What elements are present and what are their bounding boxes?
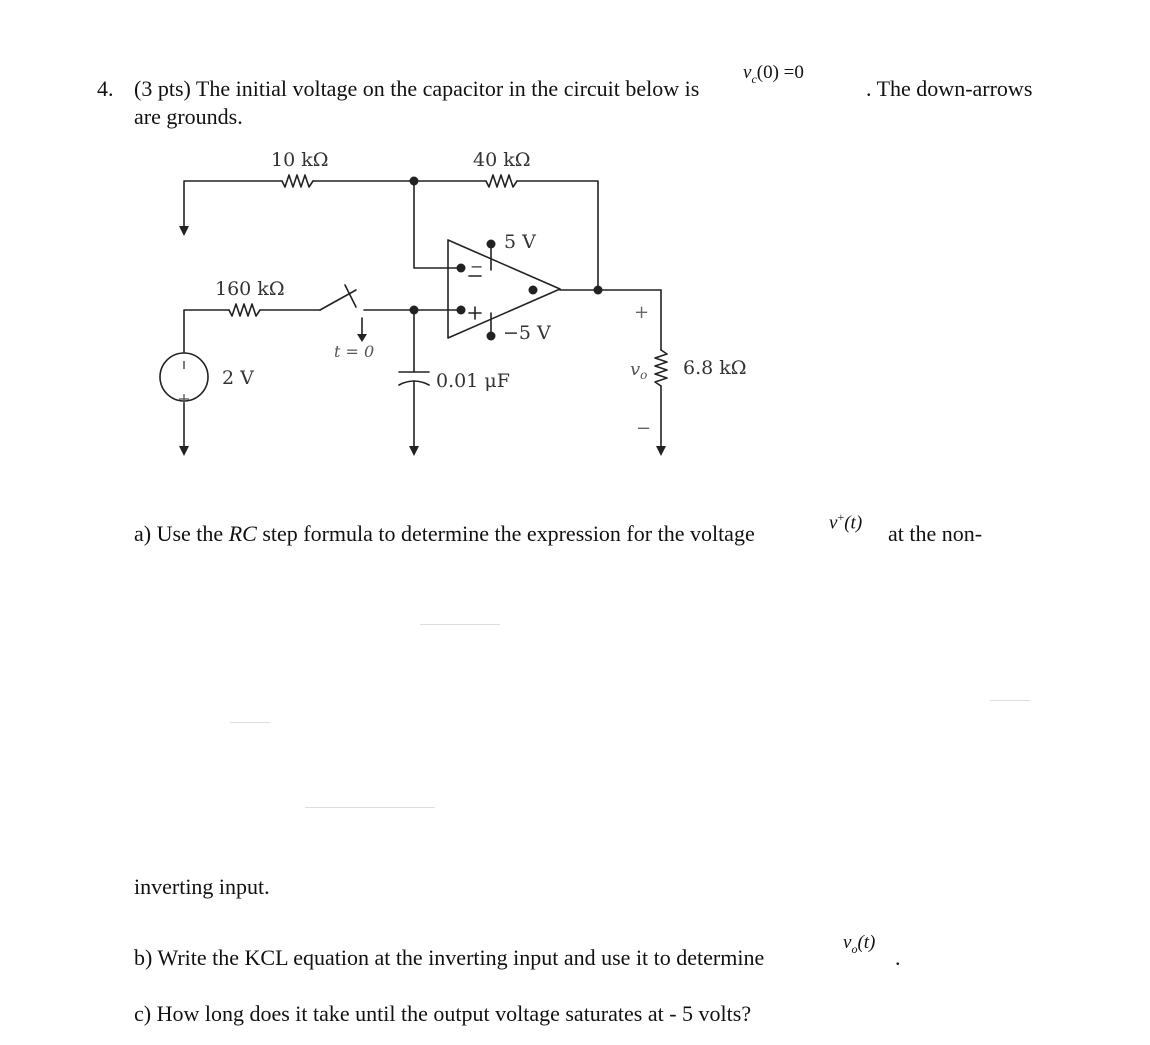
problem-number: 4. [97, 76, 114, 101]
label-vo-plus: + [634, 302, 650, 323]
vplus-argument: (t) [844, 512, 863, 534]
label-positive-supply: 5 V [504, 231, 536, 253]
label-negative-supply: −5 V [503, 322, 551, 344]
label-vo-subscript: o [640, 368, 648, 382]
vc0-symbol: v [743, 62, 752, 83]
label-vo-symbol: v [630, 359, 641, 380]
part-b-question: b) Write the KCL equation at the inverting input and use it to determine [134, 945, 765, 970]
label-10k-resistor: 10 kΩ [271, 149, 329, 171]
scan-artifact-line [990, 700, 1030, 701]
vc0-subscript: c [751, 71, 757, 86]
vo-expression [843, 932, 875, 957]
label-load-resistor: 6.8 kΩ [683, 357, 747, 379]
vo-subscript: o [851, 941, 858, 956]
part-a-rc: RC [228, 521, 257, 546]
label-vo [630, 359, 647, 382]
scan-artifact-line [305, 807, 435, 808]
part-b-period: . [895, 945, 901, 970]
vplus-expression [829, 510, 862, 534]
vo-argument: (t) [857, 932, 876, 953]
scan-artifact-line [230, 722, 270, 723]
part-a-continuation: inverting input. [134, 874, 270, 899]
problem-statement-line1: (3 pts) The initial voltage on the capacitor in the circuit below is [134, 76, 700, 101]
part-a-text-middle: step formula to determine the expression for the voltage [256, 521, 755, 546]
vplus-superscript: + [837, 510, 845, 524]
part-c-question: c) How long does it take until the output voltage saturates at - 5 volts? [134, 1001, 752, 1026]
label-switch-time: t = 0 [334, 342, 375, 361]
opamp-inverting-sign: − [470, 257, 484, 276]
scan-artifact-line [420, 624, 500, 625]
label-vo-minus: − [636, 418, 652, 439]
label-40k-resistor: 40 kΩ [473, 149, 531, 171]
part-a-text-start: a) Use the [134, 521, 229, 546]
problem-statement-line2: are grounds. [134, 104, 243, 129]
part-a-question [134, 521, 755, 547]
vc0-value: (0) =0 [756, 62, 804, 83]
part-a-text-end: at the non- [888, 521, 983, 546]
vplus-symbol: v [829, 512, 838, 534]
problem-statement-line1-end: . The down-arrows [866, 76, 1033, 101]
label-source-voltage: 2 V [222, 367, 254, 389]
opamp-noninverting-sign: + [467, 303, 481, 322]
vo-symbol: v [843, 932, 852, 953]
label-160k-resistor: 160 kΩ [215, 278, 285, 300]
label-capacitor: 0.01 μF [436, 370, 510, 392]
source-plus-mark [179, 394, 189, 404]
